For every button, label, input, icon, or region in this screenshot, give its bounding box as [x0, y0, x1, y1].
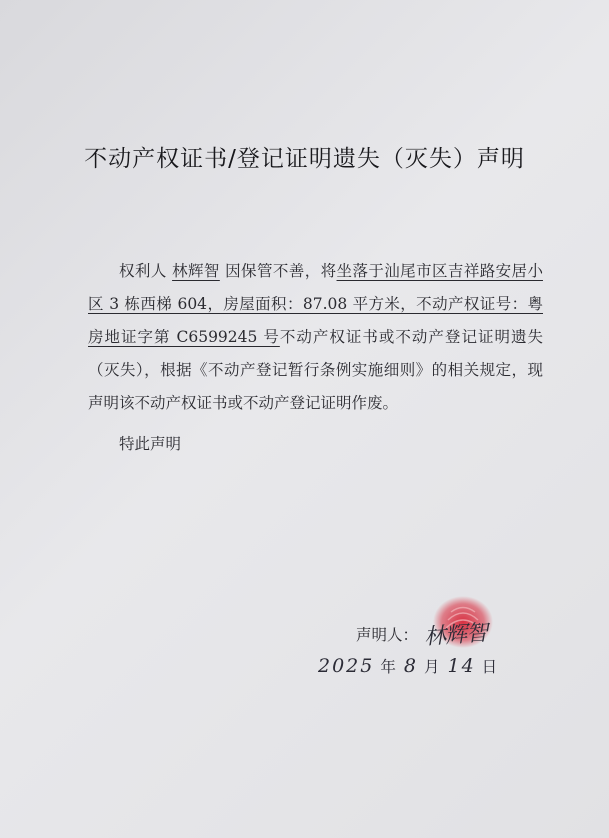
- property-details: 坐落于汕尾市区吉祥路安居小区 3 栋西梯 604，房屋面积：87.08 平方米，不动产权证号：粤房地证字第 C6599245 号: [88, 262, 543, 346]
- owner-name: 林辉智: [172, 262, 220, 280]
- statement-body: [88, 255, 543, 461]
- date-day-label: 日: [481, 658, 500, 676]
- date-year: 2025: [318, 655, 375, 677]
- date-month: 8: [403, 655, 418, 677]
- signature-date: [318, 655, 505, 677]
- owner-prefix: 权利人: [119, 262, 173, 280]
- statement-text: 不动产权证书或不动产登记证明遗失（灭失），根据《不动产登记暂行条例实施细则》的相关规定，现声明该不动产权证书或不动产登记证明作废。: [88, 328, 543, 412]
- document-title: 不动产权证书/登记证明遗失（灭失）声明: [84, 146, 525, 172]
- declarant-label: 声明人：: [356, 625, 419, 644]
- date-day: 14: [447, 655, 476, 677]
- declarant-line: [356, 618, 487, 649]
- statement-paragraph: [88, 255, 543, 420]
- date-year-label: 年: [380, 658, 398, 676]
- loss-reason: 因保管不善，将: [219, 262, 337, 280]
- closing-line: 特此声明: [119, 435, 182, 453]
- date-month-label: 月: [423, 658, 442, 676]
- declarant-signature: 林辉智: [423, 620, 488, 651]
